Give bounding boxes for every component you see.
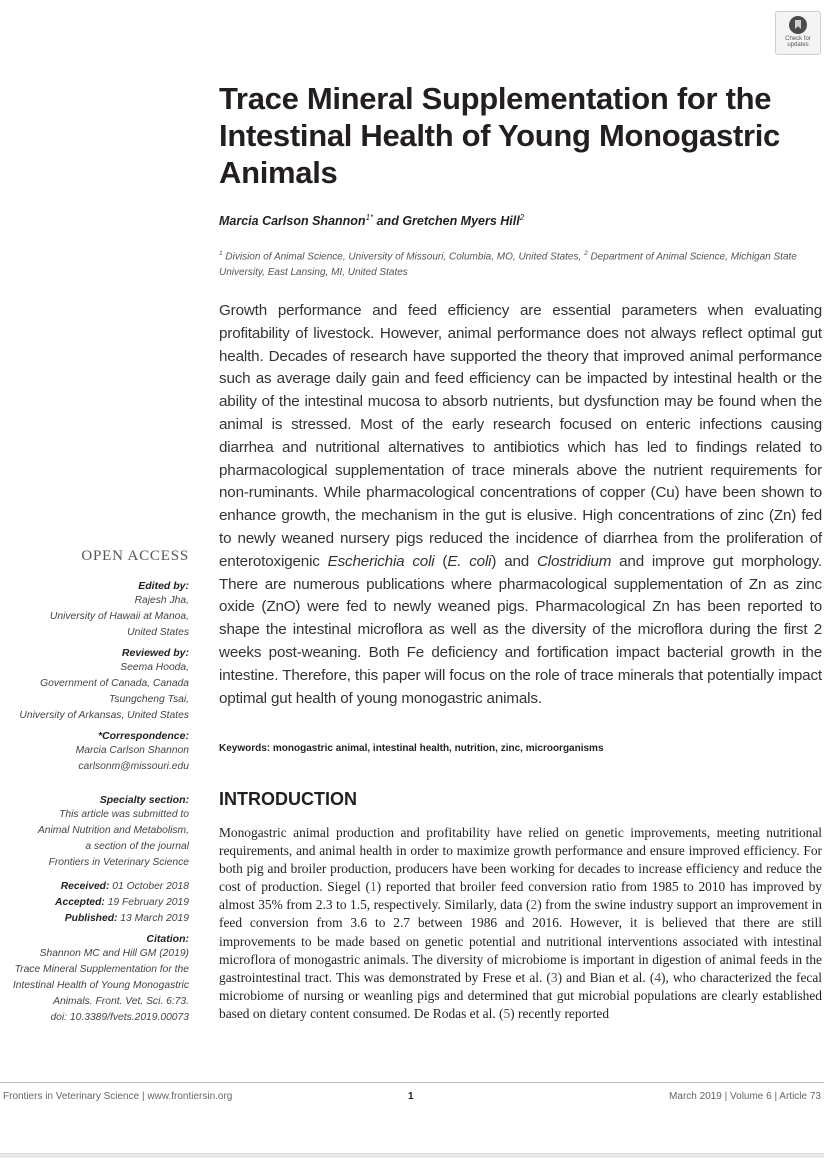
article-info-sidebar [0,548,189,1031]
abstract [219,300,822,710]
dates-section [0,879,189,927]
abstract-italic: Escherichia coli [327,552,435,570]
affiliation: Division of Animal Science, University of Missouri, Columbia, MO, United States, [225,251,582,263]
crossmark-icon [789,16,807,34]
citation-section [0,932,189,1026]
affiliation: Department of Animal Science, Michigan State University, East Lansing, MI, United States [219,251,797,279]
reviewer-name: Seema Hooda, [120,662,189,673]
citation-doi[interactable]: doi: 10.3389/fvets.2019.00073 [50,1012,189,1023]
body-text: ) recently reported [510,1005,610,1021]
citation-line: Trace Mineral Supplementation for the [14,964,189,975]
editor-name: Rajesh Jha, [134,595,189,606]
reference-link[interactable]: 4 [654,969,662,985]
author-affil-marker: 1* [365,213,374,222]
abstract-text: and improve gut morphology. There are numerous publications where pharmacological supplementation of Zn as zinc oxide (ZnO) were fed to newly weaned pigs. Pharmacological Zn has been reported to shape the intestinal microflora as well as the diversity of the microflora during the first 2 weeks post-weaning. Both Fe deficiency and fortification impact bacterial growth in the intestine. Therefore, this paper will focus on the role of trace minerals that potentially impact optimal gut health of young monogastric animals. [219,552,823,707]
specialty-section [0,793,189,871]
correspondence-section [0,729,189,775]
abstract-text: ) and [491,552,537,570]
keywords: Keywords: monogastric animal, intestinal health, nutrition, zinc, microorganisms [219,743,604,754]
reference-link[interactable]: 2 [530,897,538,913]
body-text: ) from the swine industry support an improvement in feed conversion from 3.6 to 2.7 between 1986 and 2016. However, it is believed that there are still improvements to be made based on genetic potential and nutritional interventions associated with intestinal microflora of monogastric animals. The diversity of microbiome is important in digestion of animal feeds in the gastrointestinal tract. This was demonstrated by Frese et al. ( [219,897,823,985]
author-list [219,213,524,228]
article-title: Trace Mineral Supplementation for the Intestinal Health of Young Monogastric Animals [219,81,780,190]
affil-marker: 2 [584,250,588,257]
citation-line: Intestinal Health of Young Monogastric [12,980,189,991]
viewer-bottom-edge [0,1153,824,1158]
body-text: ), who characterized the fecal microbiome of nursing or weanling pigs and determined that gut microbial populations are clearly established based on dietary content consumed. De Rodas et al. ( [219,969,822,1021]
footer-issue-info: March 2019 | Volume 6 | Article 73 [669,1091,821,1102]
published-date: Published: 13 March 2019 [64,913,189,924]
abstract-italic: E. coli [447,552,492,570]
specialty-line: Animal Nutrition and Metabolism, [37,825,189,836]
reviewer-name: Tsungcheng Tsai, [109,694,189,705]
abstract-text: ( [434,552,448,570]
affil-marker: 1 [219,250,223,257]
reference-link[interactable]: 5 [503,1005,511,1021]
editor-affiliation: United States [127,627,189,638]
check-for-updates-badge[interactable] [775,11,821,55]
reference-link[interactable]: 3 [550,969,558,985]
author-affil-marker: 2 [519,213,525,222]
correspondence-name: Marcia Carlson Shannon [75,745,189,756]
reviewed-by-label: Reviewed by: [121,647,189,659]
abstract-italic: Clostridium [536,552,612,570]
footer-divider [0,1082,824,1083]
footer-journal: Frontiers in Veterinary Science | www.frontiersin.org [3,1091,233,1102]
reviewer-affiliation: Government of Canada, Canada [40,678,189,689]
section-heading-introduction: INTRODUCTION [219,789,357,809]
page-number: 1 [408,1091,414,1102]
citation-line: Shannon MC and Hill GM (2019) [39,948,189,959]
body-text: ) and Bian et al. ( [557,969,655,985]
abstract-text: Growth performance and feed efficiency are essential parameters when evaluating profitability of livestock. However, animal performance does not always reflect optimal gut health. Decades of research have supported the theory that improved animal performance such as average daily gain and feed efficiency can be impacted by intestinal health or the ability of the intestinal mucosa to absorb nutrients, but dysfunction may be found when the animal is stressed. Most of the early research focused on enteric infections causing diarrhea and nutritional alternatives to antibiotics which has led to findings related to pharmacological supplementation of trace minerals above the nutrient requirements for non-ruminants. While pharmacological concentrations of copper (Cu) have been shown to enhance growth, the mechanism in the gut is elusive. High concentrations of zinc (Zn) fed to newly weaned nursery pigs reduced the incidence of diarrhea from the proliferation of enterotoxigenic [219,302,822,570]
citation-line: Animals. Front. Vet. Sci. 6:73. [53,996,189,1007]
reference-link[interactable]: 1 [369,879,377,895]
correspondence-email[interactable]: carlsonm@missouri.edu [78,761,189,772]
specialty-line: a section of the journal [85,841,189,852]
reviewer-affiliation: University of Arkansas, United States [19,710,189,721]
edited-by-label: Edited by: [138,580,189,592]
correspondence-label: *Correspondence: [97,730,189,742]
affiliations [219,246,819,281]
specialty-label: Specialty section: [99,794,189,806]
citation-label: Citation: [146,933,189,945]
reviewed-by-section [0,646,189,724]
author-name[interactable]: Marcia Carlson Shannon [219,214,366,229]
received-date: Received: 01 October 2018 [60,881,189,892]
open-access-label: OPEN ACCESS [81,548,189,564]
specialty-line: Frontiers in Veterinary Science [48,857,189,868]
accepted-date: Accepted: 19 February 2019 [55,897,189,908]
author-name[interactable]: Gretchen Myers Hill [402,214,520,229]
author-joiner: and [376,214,399,229]
body-text: ) reported that broiler feed conversion ratio from 1985 to 2010 has improved by almost 35% from 2.3 to 1.5, respectively. Similarly, data ( [219,879,822,913]
introduction-body [219,824,822,1023]
edited-by-section [0,579,189,641]
body-text: Monogastric animal production and profitability have relied on genetic improvements, meeting nutritional requirements, and animal health in order to maximize growth performance and ensure improved efficiency. For both pig and broiler production, producers have been working for decades to increase efficiency and reduce the cost of production. Siegel ( [219,825,822,895]
crossmark-label: Check for updates [785,36,811,48]
specialty-line: This article was submitted to [59,809,189,820]
editor-affiliation: University of Hawaii at Manoa, [49,611,189,622]
